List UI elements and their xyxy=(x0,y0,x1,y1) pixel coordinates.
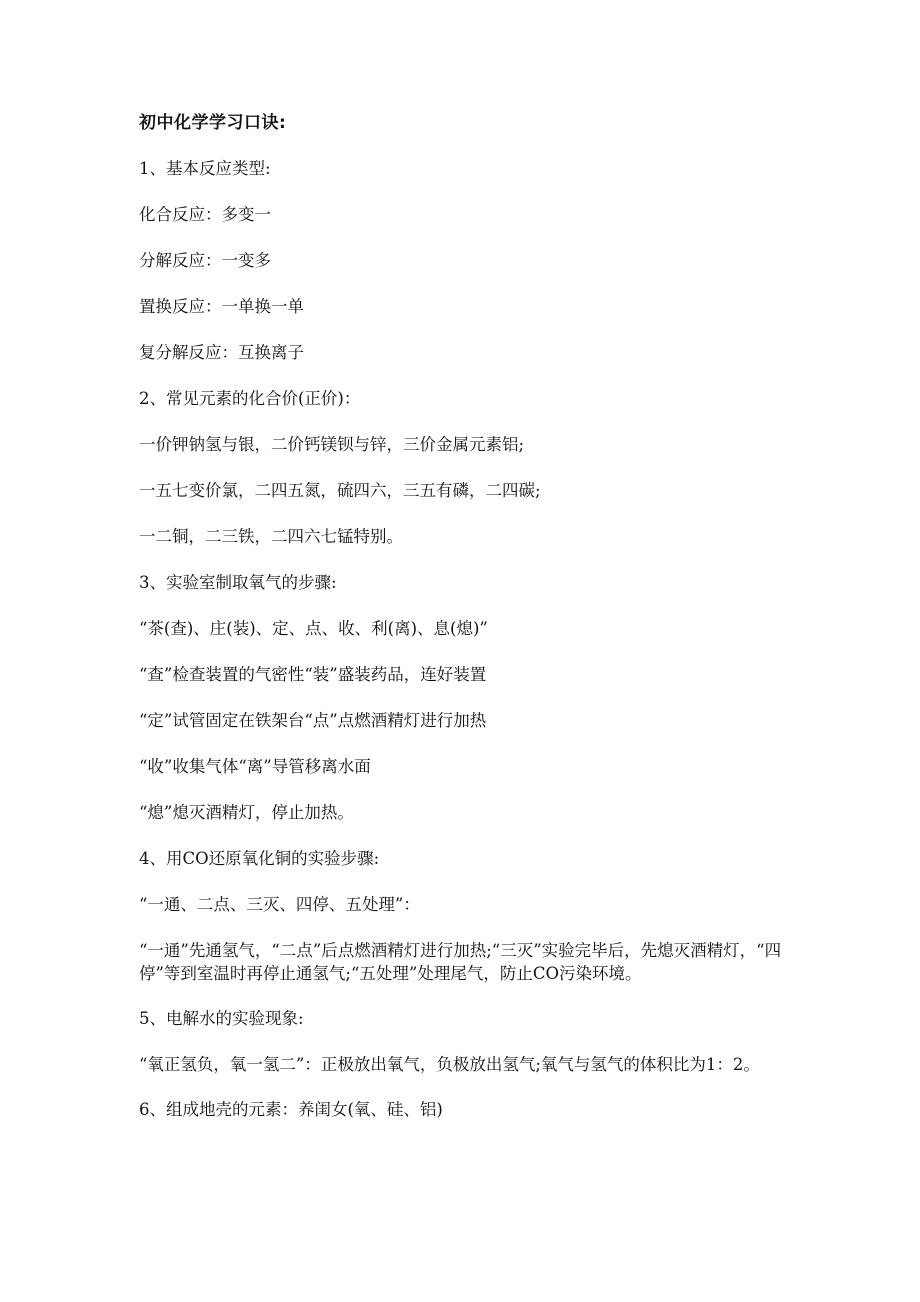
text-line: 一五七变价氯，二四五氮，硫四六，三五有磷，二四碳; xyxy=(139,481,541,500)
section-heading-4: 4、用CO还原氧化铜的实验步骤: xyxy=(139,849,380,868)
document-title: 初中化学学习口诀: xyxy=(139,113,287,133)
text-paragraph: “一通”先通氢气，“二点”后点燃酒精灯进行加热;“三灭”实验完毕后，先熄灭酒精灯，“四停”等到室温时再停止通氢气;“五处理”处理尾气，防止CO污染环境。 xyxy=(139,941,782,983)
text-line: 化合反应：多变一 xyxy=(139,205,271,224)
section-heading-5: 5、电解水的实验现象: xyxy=(139,1009,304,1028)
section-heading-6: 6、组成地壳的元素：养闺女(氧、硅、铝) xyxy=(139,1100,443,1119)
text-line: 复分解反应：互换离子 xyxy=(139,343,304,362)
text-line: “茶(查)、庄(装)、定、点、收、利(离)、息(熄)” xyxy=(139,619,488,638)
text-line: “熄”熄灭酒精灯，停止加热。 xyxy=(139,803,354,822)
text-line: “查”检查装置的气密性“装”盛装药品，连好装置 xyxy=(139,665,487,684)
text-line: 置换反应：一单换一单 xyxy=(139,297,304,316)
text-line: “收”收集气体“离”导管移离水面 xyxy=(139,757,371,776)
document-page xyxy=(139,111,789,1144)
text-line: “定”试管固定在铁架台“点”点燃酒精灯进行加热 xyxy=(139,711,487,730)
text-paragraph: “氧正氢负，氧一氢二”：正极放出氧气，负极放出氢气;氧气与氢气的体积比为1：2。 xyxy=(139,1055,760,1074)
text-line: 分解反应：一变多 xyxy=(139,251,271,270)
text-line: “一通、二点、三灭、四停、五处理”： xyxy=(139,895,420,914)
section-heading-2: 2、常见元素的化合价(正价)： xyxy=(139,389,361,408)
section-heading-3: 3、实验室制取氧气的步骤: xyxy=(139,573,337,592)
text-line: 一二铜，二三铁，二四六七锰特别。 xyxy=(139,527,403,546)
section-heading-1: 1、基本反应类型: xyxy=(139,159,271,178)
text-line: 一价钾钠氢与银，二价钙镁钡与锌，三价金属元素铝; xyxy=(139,435,525,454)
